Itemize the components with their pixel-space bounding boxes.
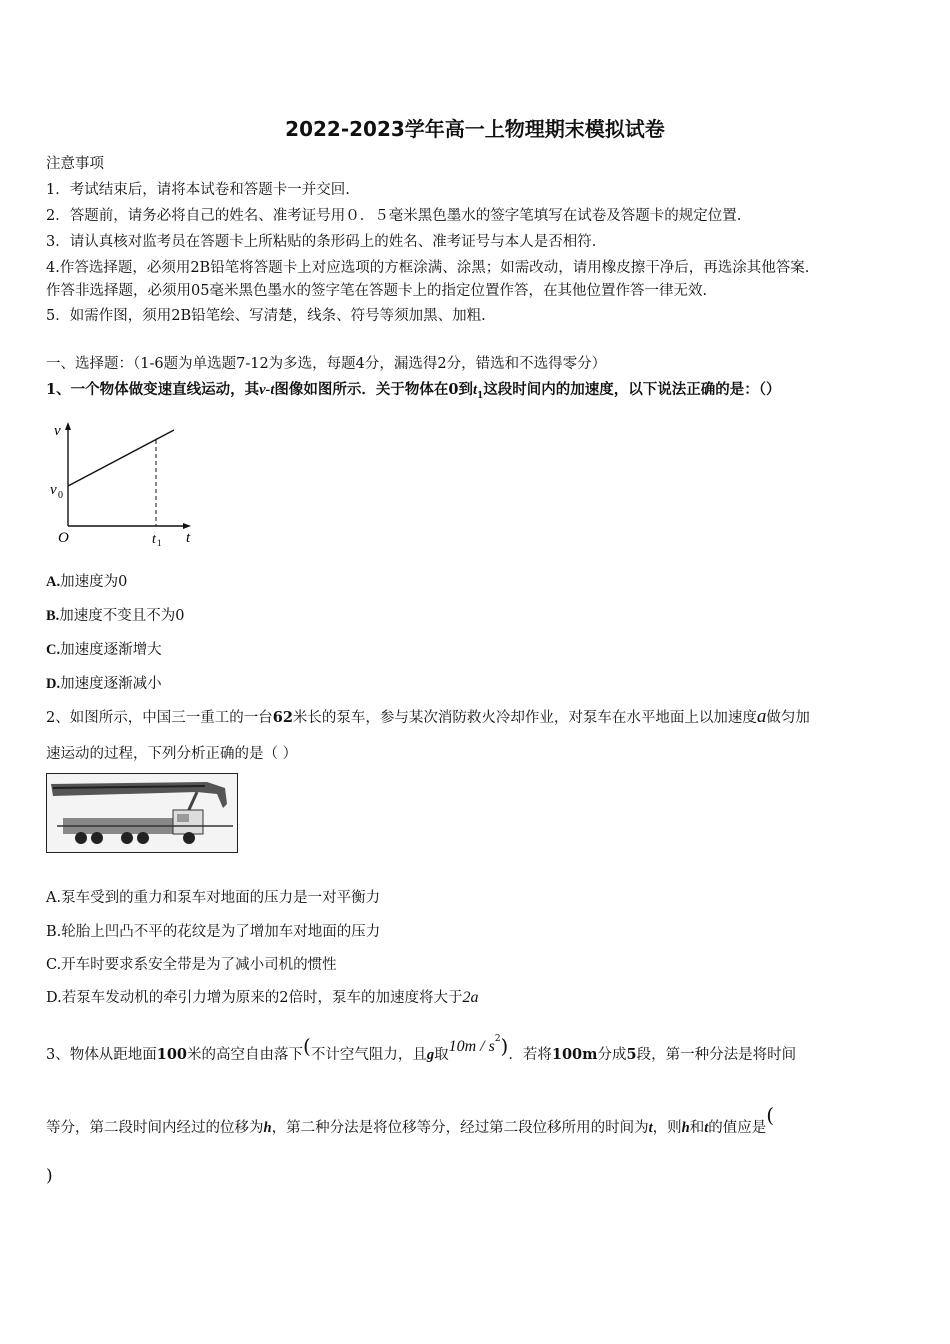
- q2-option-c[interactable]: C.开车时要求系安全带是为了减小司机的惯性: [46, 957, 337, 973]
- notice-heading: 注意事项: [46, 156, 104, 172]
- origin-label: O: [58, 530, 69, 546]
- notice-item: 4.作答选择题，必须用2B铅笔将答题卡上对应选项的方框涂满、涂黑；如需改动，请用橡皮擦干净后，再选涂其他答案.: [46, 260, 810, 276]
- q1-option-d[interactable]: D.加速度逐渐减小: [46, 676, 162, 692]
- notice-item: 1．考试结束后，请将本试卷和答题卡一并交回.: [46, 182, 350, 198]
- question-3-line3: ): [46, 1166, 53, 1186]
- section-heading: 一、选择题：（1-6题为单选题7-12为多选，每题4分，漏选得2分，错选和不选得零分）: [46, 356, 607, 372]
- question-3-line2: 等分，第二段时间内经过的位移为h，第二种分法是将位移等分，经过第二段位移所用的时间为t，则h和t的值应是(: [46, 1103, 775, 1136]
- velocity-line: [68, 430, 174, 486]
- v-axis-arrow: [65, 422, 71, 430]
- t-axis-label: t: [186, 530, 191, 546]
- wheel: [121, 832, 133, 844]
- v-axis-label: v: [54, 423, 61, 439]
- wheel: [183, 832, 195, 844]
- notice-item: 2．答题前，请务必将自己的姓名、准考证号用０．５毫米黑色墨水的签字笔填写在试卷及答题卡的规定位置.: [46, 208, 742, 224]
- wheel: [137, 832, 149, 844]
- question-3-line1: 3、物体从距地面100米的高空自由落下(不计空气阻力，且g取$10m / s^2$)．若将100m分成5段，第一种分法是将时间: [46, 1034, 797, 1063]
- v0-subscript: 0: [58, 490, 63, 501]
- q2-option-d[interactable]: D.若泵车发动机的牵引力增为原来的2倍时，泵车的加速度将大于2a: [46, 989, 479, 1006]
- pump-truck-drawing: [47, 774, 237, 852]
- page-title: 2022-2023学年高一上物理期末模拟试卷: [285, 117, 665, 141]
- q1-option-c[interactable]: C.加速度逐渐增大: [46, 642, 162, 658]
- q2-option-a[interactable]: A.泵车受到的重力和泵车对地面的压力是一对平衡力: [46, 890, 381, 906]
- t-axis-arrow: [183, 523, 191, 529]
- pump-truck-image: [46, 773, 238, 853]
- wheel: [91, 832, 103, 844]
- v0-label: v: [50, 482, 57, 498]
- question-2-stem-line1: 2、如图所示，中国三一重工的一台62米长的泵车，参与某次消防救火冷却作业，对泵车在水平地面上以加速度a做匀加: [46, 706, 810, 727]
- vt-graph: [46, 418, 206, 548]
- notice-item: 5．如需作图，须用2B铅笔绘、写清楚，线条、符号等须加黑、加粗.: [46, 308, 486, 324]
- q2-option-b[interactable]: B.轮胎上凹凸不平的花纹是为了增加车对地面的压力: [46, 924, 381, 940]
- t1-subscript: 1: [157, 538, 162, 548]
- notice-item: 作答非选择题，必须用05毫米黑色墨水的签字笔在答题卡上的指定位置作答，在其他位置作答一律无效.: [46, 283, 708, 299]
- g-value: 10m / s: [448, 1038, 495, 1055]
- notice-item: 3．请认真核对监考员在答题卡上所粘贴的条形码上的姓名、准考证号与本人是否相符.: [46, 234, 597, 250]
- question-1-stem: 1、一个物体做变速直线运动，其v-t图像如图所示．关于物体在0到$t_1$这段时间内的加速度，以下说法正确的是：（）: [46, 381, 781, 401]
- question-2-stem-line2: 速运动的过程，下列分析正确的是（ ）: [46, 746, 298, 762]
- q1-option-a[interactable]: A.加速度为0: [46, 574, 128, 590]
- t1-label: t: [152, 532, 156, 547]
- q1-option-b[interactable]: B.加速度不变且不为0: [46, 608, 185, 624]
- wheel: [75, 832, 87, 844]
